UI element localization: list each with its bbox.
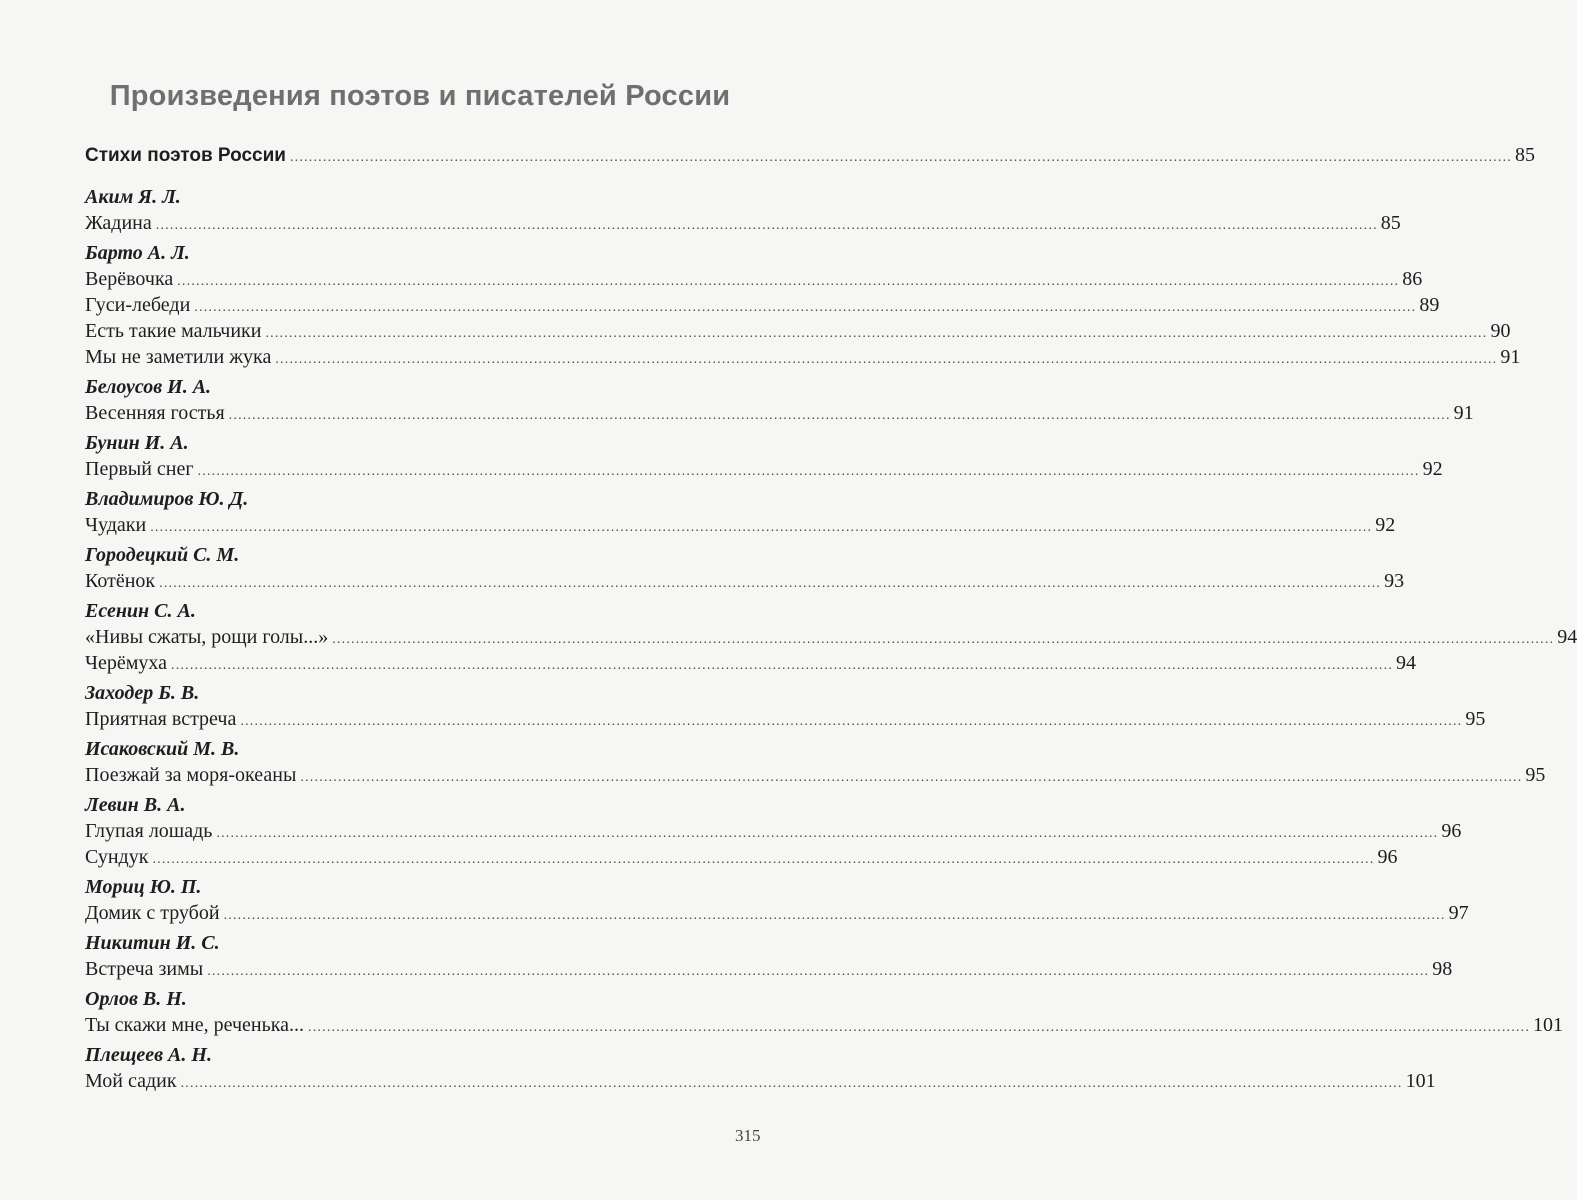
leader-dots: .................................................................................................................................................................................................................................................................... [332,632,1555,647]
entry-title: Котёнок [85,570,156,592]
leader-dots: .................................................................................................................................................................................................................................................................... [228,408,1451,423]
toc-entry [85,210,1401,236]
leader-dots: .................................................................................................................................................................................................................................................................... [171,658,1394,673]
entry-title: Есть такие мальчики [85,320,262,342]
author-name: Бунин И. А. [85,432,189,454]
entry-page-number: 101 [1533,1014,1564,1036]
leader-dots: .................................................................................................................................................................................................................................................................... [275,352,1498,367]
entry-title: Чудаки [85,514,147,536]
toc-entry [85,512,1396,538]
entry-page-number: 89 [1419,294,1440,316]
entry-page-number: 96 [1377,846,1398,868]
entry-page-number: 98 [1432,958,1453,980]
author-name: Есенин С. А. [85,600,196,622]
entry-page-number: 92 [1422,458,1443,480]
toc-entry [85,956,1453,982]
toc-entry [85,456,1443,482]
page-folio: 315 [735,1126,761,1145]
table-of-contents [85,140,1577,1094]
toc-entry [85,400,1474,426]
toc-entry [85,266,1423,292]
entry-title: Гуси-лебеди [85,294,191,316]
toc-entry [85,1068,1436,1094]
leader-dots: .................................................................................................................................................................................................................................................................... [180,1076,1403,1091]
entry-page-number: 95 [1525,764,1546,786]
entry-page-number: 91 [1453,402,1474,424]
leader-dots: .................................................................................................................................................................................................................................................................... [216,826,1439,841]
leader-dots: .................................................................................................................................................................................................................................................................... [150,520,1373,535]
author-name: Исаковский М. В. [85,738,240,760]
author-name: Владимиров Ю. Д. [85,488,249,510]
section-entry [85,140,1535,170]
author-name: Мориц Ю. П. [85,876,202,898]
entry-title: Жадина [85,212,152,234]
toc-entry [85,818,1462,844]
author-name: Плещеев А. Н. [85,1044,212,1066]
entry-title: Приятная встреча [85,708,237,730]
entry-title: Мы не заметили жука [85,346,272,368]
entry-page-number: 92 [1375,514,1396,536]
entry-title: Ты скажи мне, реченька... [85,1014,305,1036]
author-name: Городецкий С. М. [85,544,240,566]
toc-entry [85,1012,1564,1038]
entry-title: Встреча зимы [85,958,204,980]
entry-page-number: 97 [1448,902,1469,924]
leader-dots: .................................................................................................................................................................................................................................................................... [155,218,1378,233]
entry-page-number: 86 [1402,268,1423,290]
toc-entry [85,318,1511,344]
entry-title: Верёвочка [85,268,174,290]
leader-dots: .................................................................................................................................................................................................................................................................... [197,464,1420,479]
entry-page-number: 93 [1384,570,1405,592]
leader-dots: .................................................................................................................................................................................................................................................................... [159,576,1382,591]
entry-title: Мой садик [85,1070,177,1092]
entry-title: Сундук [85,846,149,868]
author-name: Орлов В. Н. [85,988,187,1010]
entry-page-number: 90 [1490,320,1511,342]
leader-dots: .................................................................................................................................................................................................................................................................... [289,150,1512,165]
section-page-number: 85 [1514,144,1535,166]
entry-page-number: 101 [1405,1070,1436,1092]
page-heading: Произведения поэтов и писателей России [109,80,731,112]
author-name: Никитин И. С. [85,932,220,954]
leader-dots: .................................................................................................................................................................................................................................................................... [308,1020,1531,1035]
entry-page-number: 94 [1396,652,1417,674]
entry-title: Домик с трубой [85,902,220,924]
leader-dots: .................................................................................................................................................................................................................................................................... [177,274,1400,289]
entry-title: Черёмуха [85,652,168,674]
leader-dots: .................................................................................................................................................................................................................................................................... [194,300,1417,315]
author-name: Заходер Б. В. [85,682,200,704]
entry-title: Первый снег [85,458,194,480]
toc-entry [85,706,1486,732]
entry-page-number: 94 [1557,626,1577,648]
leader-dots: .................................................................................................................................................................................................................................................................... [265,326,1488,341]
toc-entry [85,900,1469,926]
entry-title: Поезжай за моря-океаны [85,764,297,786]
toc-entry [85,762,1546,788]
entry-page-number: 95 [1465,708,1486,730]
entry-page-number: 85 [1380,212,1401,234]
leader-dots: .................................................................................................................................................................................................................................................................... [152,852,1375,867]
author-name: Аким Я. Л. [85,186,181,208]
leader-dots: .................................................................................................................................................................................................................................................................... [300,770,1523,785]
leader-dots: .................................................................................................................................................................................................................................................................... [240,714,1463,729]
entry-page-number: 96 [1441,820,1462,842]
entry-title: «Нивы сжаты, рощи голы...» [85,626,329,648]
author-name: Барто А. Л. [85,242,190,264]
entry-title: Весенняя гостья [85,402,225,424]
leader-dots: .................................................................................................................................................................................................................................................................... [223,908,1446,923]
section-title: Стихи поэтов России [85,145,286,166]
author-name: Белоусов И. А. [85,376,212,398]
entry-title: Глупая лошадь [85,820,213,842]
leader-dots: .................................................................................................................................................................................................................................................................... [207,964,1430,979]
author-name: Левин В. А. [85,794,186,816]
toc-entry [85,344,1521,370]
toc-entry [85,292,1440,318]
toc-entry [85,844,1398,870]
toc-entry [85,624,1577,650]
entry-page-number: 91 [1500,346,1521,368]
toc-entry [85,650,1417,676]
toc-entry [85,568,1405,594]
